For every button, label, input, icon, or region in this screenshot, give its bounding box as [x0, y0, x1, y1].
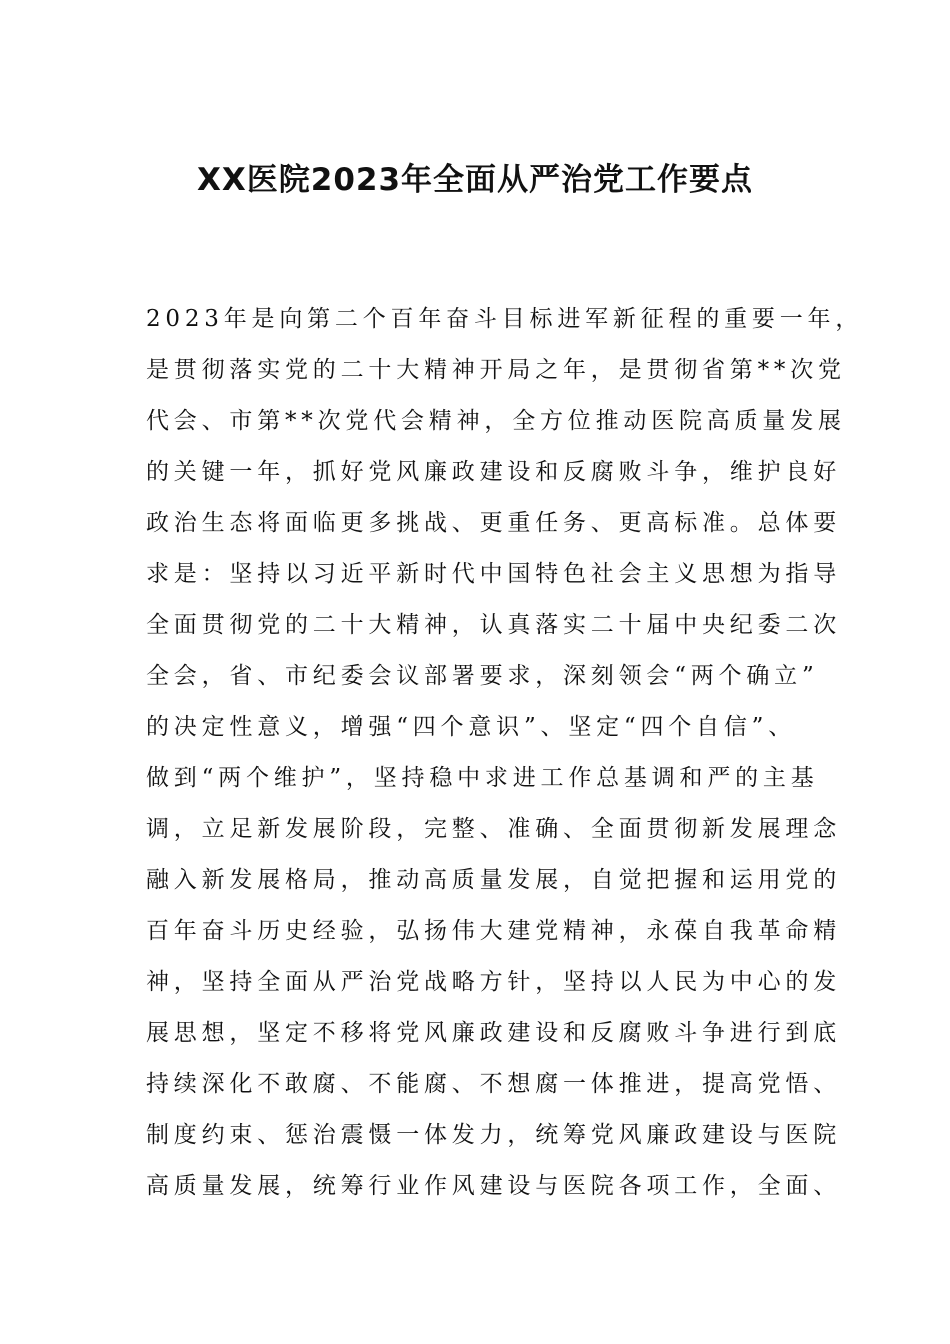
body-line: 政治生态将面临更多挑战、更重任务、更高标准。总体要 — [146, 510, 841, 536]
body-line: 制度约束、惩治震慑一体发力，统筹党风廉政建设与医院 — [146, 1122, 841, 1148]
body-line: 做到“两个维护”，坚持稳中求进工作总基调和严的主基 — [146, 765, 819, 791]
body-line: 求是：坚持以习近平新时代中国特色社会主义思想为指导 — [146, 561, 841, 587]
body-line: 融入新发展格局，推动高质量发展，自觉把握和运用党的 — [146, 867, 841, 893]
document-title: XX医院2023年全面从严治党工作要点 — [196, 162, 754, 198]
body-line: 全面贯彻党的二十大精神，认真落实二十届中央纪委二次 — [146, 612, 841, 638]
body-line: 的关键一年，抓好党风廉政建设和反腐败斗争，维护良好 — [146, 459, 841, 485]
body-line: 高质量发展，统筹行业作风建设与医院各项工作，全面、 — [146, 1173, 841, 1199]
body-line: 2023年是向第二个百年奋斗目标进军新征程的重要一年， — [146, 306, 864, 332]
body-line: 代会、市第**次党代会精神，全方位推动医院高质量发展 — [146, 408, 846, 434]
body-line: 是贯彻落实党的二十大精神开局之年，是贯彻省第**次党 — [146, 357, 846, 383]
body-line: 持续深化不敢腐、不能腐、不想腐一体推进，提高党悟、 — [146, 1071, 841, 1097]
body-line: 调，立足新发展阶段，完整、准确、全面贯彻新发展理念 — [146, 816, 841, 842]
body-line: 全会，省、市纪委会议部署要求，深刻领会“两个确立” — [146, 663, 819, 689]
body-line: 展思想，坚定不移将党风廉政建设和反腐败斗争进行到底 — [146, 1020, 841, 1046]
body-line: 百年奋斗历史经验，弘扬伟大建党精神，永葆自我革命精 — [146, 918, 841, 944]
body-line: 的决定性意义，增强“四个意识”、坚定“四个自信”、 — [146, 714, 797, 740]
document-body — [146, 294, 864, 1212]
body-line: 神，坚持全面从严治党战略方针，坚持以人民为中心的发 — [146, 969, 841, 995]
